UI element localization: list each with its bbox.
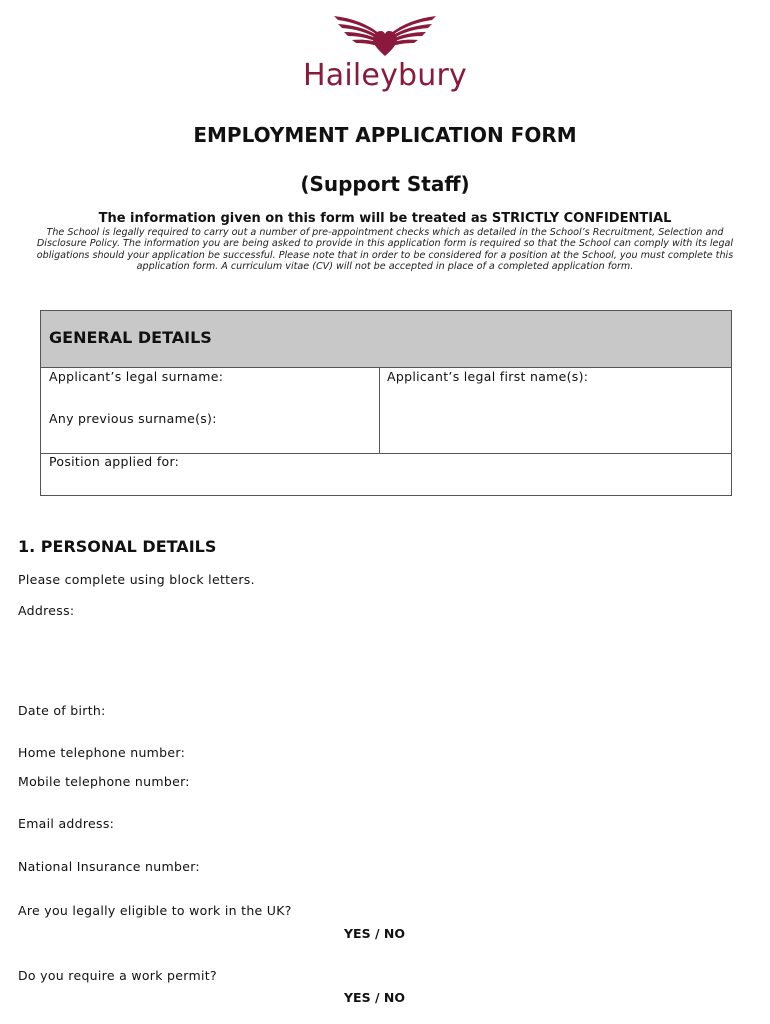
intro-paragraph: The School is legally required to carry out a number of pre-appointment checks which as detailed in the School’s Recruitment, Selection and Disclosure Policy. The information you are being asked to provide in this application form is required so that the School can comply with its legal obligations should your application be successful. Please note that in order to be considered for a position at the School, you must complete this application form. A curriculum vitae (CV) will not be accepted in place of a completed application form. [36, 227, 734, 273]
position-field[interactable]: Position applied for: [49, 454, 180, 469]
surname-field[interactable]: Applicant’s legal surname: [49, 369, 224, 384]
work-permit-question: Do you require a work permit? [18, 968, 217, 983]
first-name-field[interactable]: Applicant’s legal first name(s): [387, 369, 589, 384]
work-permit-answer[interactable]: YES / NO [344, 990, 405, 1005]
form-subtitle: (Support Staff) [300, 172, 470, 196]
mobile-phone-field[interactable]: Mobile telephone number: [18, 774, 190, 789]
logo-wordmark: Haileybury [303, 58, 467, 93]
address-field[interactable]: Address: [18, 603, 75, 618]
previous-surname-field[interactable]: Any previous surname(s): [49, 411, 217, 426]
table-divider [379, 368, 380, 454]
general-details-table [40, 310, 732, 496]
winged-heart-icon [330, 12, 440, 56]
general-details-header [41, 311, 731, 368]
uk-eligibility-question: Are you legally eligible to work in the UK? [18, 903, 292, 918]
confidential-notice: The information given on this form will be treated as STRICTLY CONFIDENTIAL [98, 211, 672, 226]
dob-field[interactable]: Date of birth: [18, 703, 106, 718]
personal-details-heading: 1. PERSONAL DETAILS [18, 537, 217, 556]
haileybury-logo [300, 12, 470, 102]
home-phone-field[interactable]: Home telephone number: [18, 745, 186, 760]
form-title: EMPLOYMENT APPLICATION FORM [193, 123, 577, 147]
email-field[interactable]: Email address: [18, 816, 115, 831]
ni-number-field[interactable]: National Insurance number: [18, 859, 200, 874]
general-details-heading: GENERAL DETAILS [49, 328, 212, 347]
block-letters-instruction: Please complete using block letters. [18, 572, 255, 587]
uk-eligibility-answer[interactable]: YES / NO [344, 926, 405, 941]
